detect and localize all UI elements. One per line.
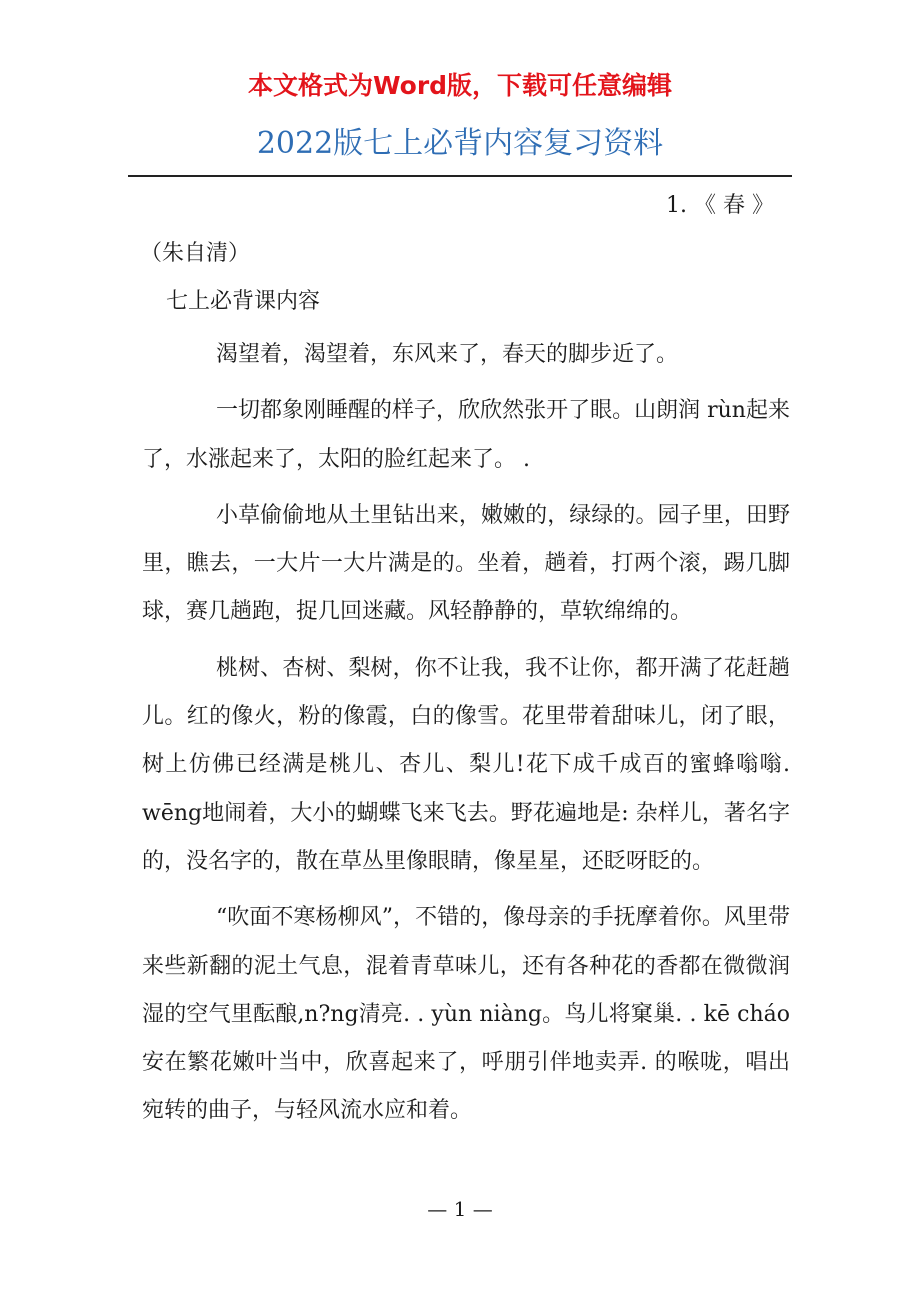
paragraph-3: 小草偷偷地从土里钻出来，嫩嫩的，绿绿的。园子里，田野里，瞧去，一大片一大片满是的。坐着，趟着，打两个滚，踢几脚球，赛几趟跑，捉几回迷藏。风轻静静的，草软绵绵的。 [142,502,790,625]
section-label: 七上必背课内容 [166,289,321,314]
paragraph-2: 一切都象刚睡醒的样子，欣欣然张开了眼。山朗润 rùn起来了，水涨起来了，太阳的脸红起来了。 . [142,398,790,472]
paragraph-1: 渴望着，渴望着，东风来了，春天的脚步近了。 [216,342,679,367]
paragraph-4: 桃树、杏树、梨树，你不让我，我不让你，都开满了花赶趟儿。红的像火，粉的像霞，白的像雪。花里带着甜味儿，闭了眼，树上仿佛已经满是桃儿、杏儿、梨儿!花下成千成百的蜜蜂嗡嗡. wēng地闹着，大小的蝴蝶飞来飞去。野花遍地是: 杂样儿，著名字的，没名字的，散在草丛里像眼睛，像星星，还眨呀眨的。 [142,655,790,874]
page-number: — 1 — [427,1197,493,1221]
title-divider [128,175,792,177]
paragraph-5: “吹面不寒杨柳风”，不错的，像母亲的手抚摩着你。风里带来些新翻的泥土气息，混着青草味儿，还有各种花的香都在微微润湿的空气里酝酿,n?ng清亮. . yùn niàng。鸟儿将窠巢. . kē cháo 安在繁花嫩叶当中，欣喜起来了，呼朋引伴地卖弄. 的喉咙，唱出宛转的曲子，与轻风流水应和着。 [142,905,790,1124]
author-line: （朱自清） [140,241,251,266]
article-body [142,331,790,1144]
document-title: 2022版七上必背内容复习资料 [256,126,664,161]
format-notice-banner: 本文格式为Word版，下载可任意编辑 [247,71,673,100]
lesson-heading: 1. 《 春 》 [666,193,774,218]
